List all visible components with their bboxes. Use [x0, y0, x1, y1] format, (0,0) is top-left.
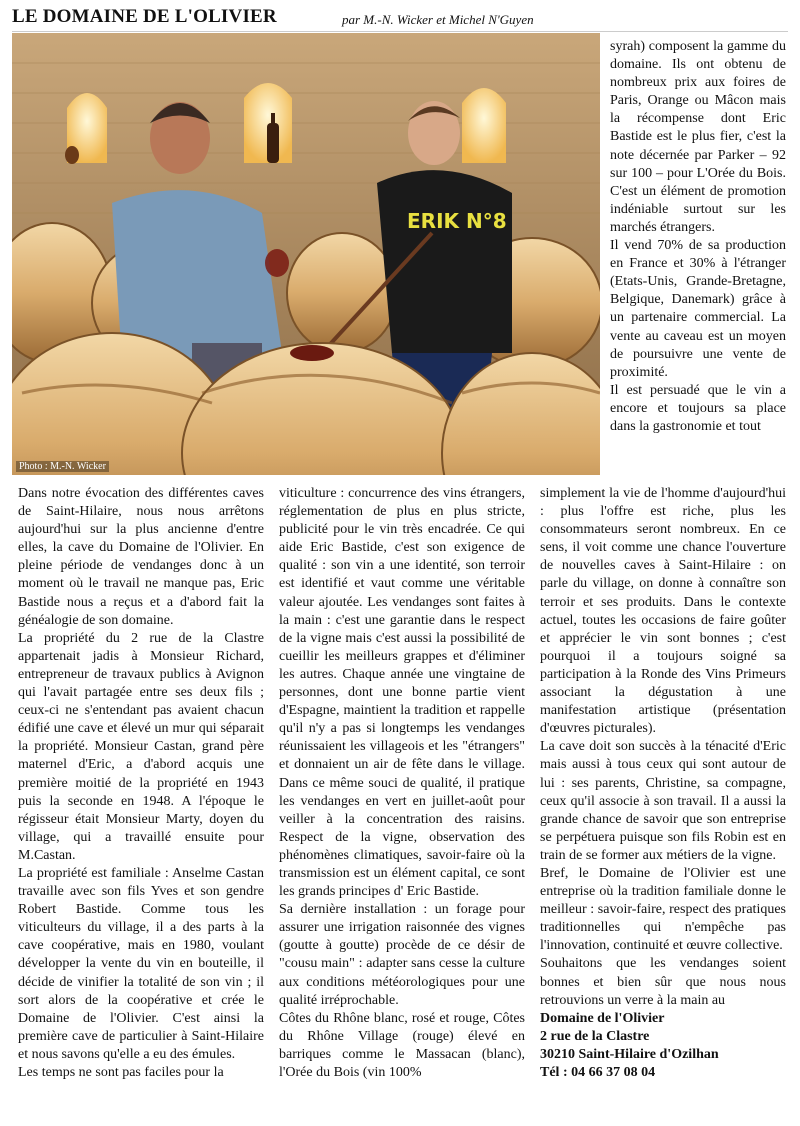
paragraph: Dans notre évocation des différentes caves de Saint-Hilaire, nous nous arrêtons aujourd'hui sur la plus ancienne d'entre elles, la cave du Domaine de l'Olivier. En pleine période de vendanges donc à un moment où le travail ne manque pas, Eric Bastide nous a reçus et a d'abord fait la généalogie de son domaine. — [18, 486, 264, 628]
paragraph: Bref, le Domaine de l'Olivier est une entreprise où la tradition familiale donne le meilleur : savoir-faire, respect des pratiques traditionnelles qui n'empêche pas l'innovation, continuité et œuvre collective. — [540, 865, 786, 954]
bottle-icon — [267, 123, 279, 163]
header-rule — [12, 31, 788, 32]
article-photo — [12, 33, 600, 475]
paragraph: Souhaitons que les vendanges soient bonnes et bien sûr que nous nous retrouvions un verre à la main au — [540, 956, 786, 1008]
paragraph: Les temps ne sont pas faciles pour la — [18, 1065, 224, 1080]
text-column-right-of-photo — [610, 38, 786, 436]
paragraph: Côtes du Rhône blanc, rosé et rouge, Côtes du Rhône Village (rouge) élevé en barriques comme le Massacan (blanc), l'Orée du Bois (vin 100% — [279, 1010, 525, 1080]
tshirt-print: ERIK N°8 — [407, 209, 507, 233]
text-column-2 — [279, 485, 525, 1082]
paragraph: La propriété est familiale : Anselme Castan travaille avec son fils Yves et son gendre Robert Bastide. Comme tous les viticulteurs du village, il a des parts à la cave coopérative, mais en 1980, voulant développer la vente du vin en bouteille, il décide de vinifier la totalité de son vin ; il sort alors de la coopérative et crée le Domaine de l'Olivier. C'est ainsi la première cave de particulier à Saint-Hilaire et nous savons qu'elle a eu des émules. — [18, 865, 264, 1062]
paragraph: Sa dernière installation : un forage pour assurer une irrigation raisonnée des vignes (goutte à goutte) procède de ce désir de "cousu main" : adapter sans cesse la culture aux conditions météorologiques pour une qualité irréprochable. — [279, 902, 525, 1008]
address-street: 2 rue de la Clastre — [540, 1028, 650, 1044]
paragraph: simplement la vie de l'homme d'aujourd'hui : plus l'offre est riche, plus les consommateurs seront nombreux. En ce sens, il voit comme une chance l'ouverture de nouvelles caves à Saint-Hilaire : on parle du village, on donne à connaître son terroir et ses produits. Dans le contexte actuel, toutes les occasions de faire goûter et apprécier le vin sont bonnes ; c'est pourquoi il a toujours soigné sa participation à la Ronde des Vins Primeurs associant la dégustation à une manifestation artistique (présentation d'œuvres picturales). — [540, 486, 786, 737]
address-name: Domaine de l'Olivier — [540, 1010, 665, 1026]
paragraph: La propriété du 2 rue de la Clastre appartenait jadis à Monsieur Richard, entrepreneur de travaux publics à Avignon qui l'avait partagée entre ses deux fils ; ceux-ci ne s'entendant pas avaient chacun édifié une cave et élevé un mur qui séparait la propriété. Monsieur Castan, grand père maternel d'Eric, a d'abord acquis une première moitié de la propriété en 1943 puis la seconde en 1948. A l'époque le régisseur était Monsieur Marty, doyen du village, qui a travaillé ensuite pour M.Castan. — [18, 630, 264, 863]
address-city: 30210 Saint-Hilaire d'Ozilhan — [540, 1046, 719, 1062]
cellar-photo-illustration — [12, 33, 600, 475]
paragraph: syrah) composent la gamme du domaine. Ils ont obtenu de nombreux prix aux foires de Paris, Orange ou Mâcon mais la récompense dont Eric Bastide est le plus fier, c'est la note décernée par Parker – 92 sur 100 – pour L'Orée du Bois. C'est un élément de promotion indéniable surtout sur les marchés étrangers. — [610, 39, 786, 235]
paragraph: La cave doit son succès à la ténacité d'Eric mais aussi à tous ceux qui sont autour de lui : ses parents, Christine, sa compagne, ceux qu'il associe à son travail. Il a aussi la grande chance de savoir que son entreprise se perpétuera puisque son fils Robin est en train de se former aux métiers de la vigne. — [540, 739, 786, 863]
article-byline: par M.-N. Wicker et Michel N'Guyen — [342, 12, 534, 27]
article-header — [12, 6, 788, 32]
wine-glass — [265, 249, 289, 277]
paragraph: Il vend 70% de sa production en France et 30% à l'étranger (Etats-Unis, Grande-Bretagne, Belgique, Danemark) grâce à un partenaire commercial. La vente au caveau est un moyen de poursuivre une vente de proximité. — [610, 238, 786, 380]
paragraph: viticulture : concurrence des vins étrangers, réglementation de plus en plus stricte, publicité pour le vin très encadrée. Ce qui aide Eric Bastide, c'est son exigence de qualité : son vin a une identité, son terroir est identifié et vaut comme une véritable valeur ajoutée. Les vendanges sont faites à la main : c'est une garantie dans le respect de la vigne mais c'est aussi la possibilité de cueillir les meilleurs grappes et d'éliminer les autres. Chaque année une vingtaine de personnes, dont une bonne partie vient d'Espagne, maintient la tradition et rappelle qu'il n'y a pas si longtemps les vendanges réunissaient les villageois et les "étrangers" et donnaient un air de fête dans le village. Dans ce même souci de qualité, il pratique les vendanges en vert en juillet-août pour veiller à la concentration des raisins. Respect de la vigne, observation des phénomènes climatiques, savoir-faire où la transmission est un élément capital, ce sont les grands principes d' Eric Bastide. — [279, 486, 525, 900]
article-title: LE DOMAINE DE L'OLIVIER — [12, 6, 277, 27]
lit-niche-right — [462, 88, 506, 163]
text-column-1 — [18, 485, 264, 1082]
young-man-tshirt — [377, 170, 512, 353]
address-phone: Tél : 04 66 37 08 04 — [540, 1065, 656, 1080]
text-column-3 — [540, 485, 786, 1082]
photo-credit: Photo : M.-N. Wicker — [16, 461, 109, 472]
paragraph: Il est persuadé que le vin a encore et toujours sa place dans la gastronomie et tout — [610, 382, 786, 434]
